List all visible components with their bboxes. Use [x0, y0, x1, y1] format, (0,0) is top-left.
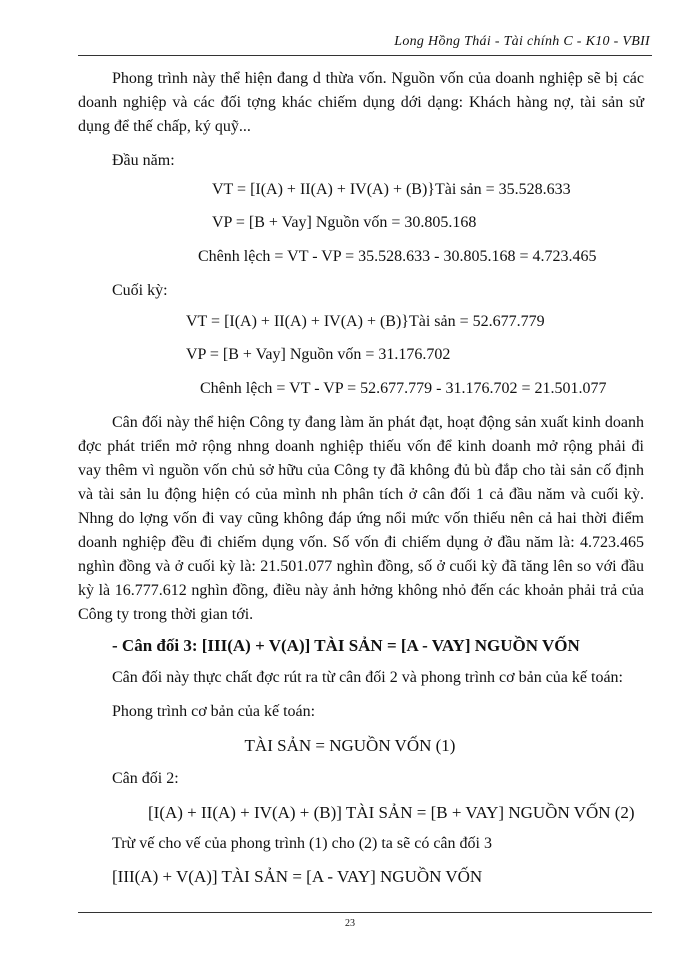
paragraph-line: Phong trình cơ bản của kế toán: [112, 703, 316, 720]
formula-chenh-lech-dau-nam: Chênh lệch = VT - VP = 35.528.633 - 30.805.168 = 4.723.465 [198, 248, 597, 265]
section-label-cuoi-ky: Cuối kỳ: [112, 282, 168, 299]
formula-chenh-lech-cuoi-ky: Chênh lệch = VT - VP = 52.677.779 - 31.176.702 = 21.501.077 [200, 380, 607, 397]
formula-vt-dau-nam: VT = [I(A) + II(A) + IV(A) + (B)}Tài sản = 35.528.633 [212, 181, 571, 198]
paragraph-line: Công ty trong thời gian tới. [78, 606, 254, 623]
paragraph-line: Cân đối này thực chất đợc rút ra từ cân đối 2 và phong trình cơ bản của kế toán: [112, 669, 623, 686]
page-number: 23 [345, 918, 355, 929]
equation-1: TÀI SẢN = NGUỒN VỐN (1) [244, 736, 456, 755]
formula-vp-dau-nam: VP = [B + Vay] Nguồn vốn = 30.805.168 [212, 214, 477, 231]
running-header: Long Hồng Thái - Tài chính C - K10 - VBII [394, 34, 650, 49]
equation-3: [III(A) + V(A)] TÀI SẢN = [A - VAY] NGUỒN VỐN [112, 867, 483, 886]
paragraph-line: Cân đối này thể hiện Công ty đang làm ăn phát đạt, hoạt động sản xuất kinh doanh [112, 414, 644, 431]
heading-can-doi-3 [112, 636, 580, 656]
footer-divider [78, 912, 652, 913]
paragraph-line: Nhng do lợng vốn đi vay cũng không đáp ứng nổi mức vốn thiếu nên cả hai thời điểm [78, 510, 644, 527]
section-label-can-doi-2: Cân đối 2: [112, 770, 179, 787]
section-label-dau-nam: Đầu năm: [112, 152, 175, 169]
paragraph-line: Phong trình này thể hiện đang d thừa vốn. Nguồn vốn của doanh nghiệp sẽ bị các [112, 70, 644, 87]
heading-prefix: - Cân đối 3 [112, 636, 192, 655]
paragraph-line: doanh nghiệp và các đối tợng khác chiếm dụng dới dạng: Khách hàng nợ, tài sản sử [78, 94, 644, 111]
paragraph-line: nghìn đồng và ở cuối kỳ là: 21.501.077 nghìn đồng, số ở cuối kỳ đã tăng lên so với đầu [78, 558, 644, 575]
paragraph-line: dụng để thế chấp, ký quỹ... [78, 118, 251, 135]
equation-2: [I(A) + II(A) + IV(A) + (B)] TÀI SẢN = [B + VAY] NGUỒN VỐN (2) [148, 803, 635, 822]
paragraph-line: vay thêm vì nguồn vốn chủ sở hữu của Công ty đã không đủ bù đắp cho tài sản cố định [78, 462, 644, 479]
paragraph-line: doanh nghiệp đều đi chiếm dụng vốn. Số vốn đi chiếm dụng ở đầu năm là: 4.723.465 [78, 534, 644, 551]
heading-formula: : [III(A) + V(A)] TÀI SẢN = [A - VAY] NGUỒN VỐN [191, 636, 580, 655]
formula-vt-cuoi-ky: VT = [I(A) + II(A) + IV(A) + (B)}Tài sản = 52.677.779 [186, 313, 545, 330]
paragraph-line: và tài sản lu động hiện có của mình nh phân tích ở cân đối 1 cả đầu năm và cuối kỳ. [78, 486, 644, 503]
paragraph-line: đợc phát triển mở rộng nhng doanh nghiệp thiếu vốn để kinh doanh mở rộng phải đi [78, 438, 644, 455]
header-divider [78, 55, 652, 56]
paragraph-line: Trừ vế cho vế của phong trình (1) cho (2) ta sẽ có cân đối 3 [112, 835, 492, 852]
paragraph-line: kỳ là 16.777.612 nghìn đồng, điều này ảnh hởng không nhỏ đến các khoản phải trả của [78, 582, 644, 599]
formula-vp-cuoi-ky: VP = [B + Vay] Nguồn vốn = 31.176.702 [186, 346, 451, 363]
